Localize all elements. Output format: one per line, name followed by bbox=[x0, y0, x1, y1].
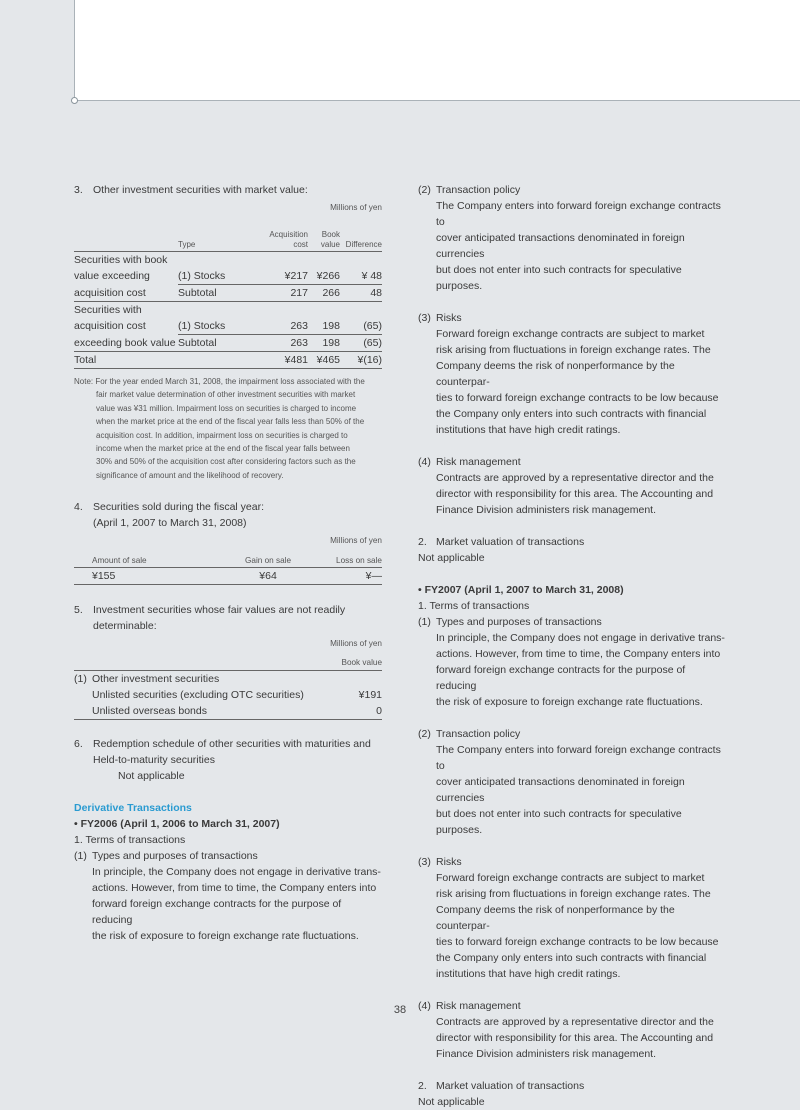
section-6: 6. Redemption schedule of other securities with maturities and Held-to-maturity securities Not applicable bbox=[74, 738, 371, 783]
book-value-table: Book value (1) Other investment securities Unlisted securities (excluding OTC securities) ¥191 Unlisted overseas bonds 0 bbox=[74, 656, 382, 720]
units-label: Millions of yen bbox=[330, 203, 382, 212]
header-panel bbox=[74, 0, 800, 101]
col-type: Type bbox=[178, 240, 196, 249]
fy2007-section: • FY2007 (April 1, 2007 to March 31, 2008) 1. Terms of transactions (1) Types and purposes of transactions In principle, the Company does not engage in derivative trans- actions. However, from time to time, the Company enters into forward foreign exchange contracts for the purpose of reducing the risk of exposure to foreign exchange rate fluctuations. (2) Transaction policy The Company enters into forward foreign exchange contracts to cover anticipated transactions denominated in foreign currencies but does not enter into such contracts for speculative purposes. (3) Risks Forward foreign exchange contracts are subject to market risk arising from fluctuations in foreign exchange rates. The Company deems the risk of nonperformance by the counterpar- ties to forward foreign exchange contracts to be low because the Company only enters into such contracts with financial institutions that have high credit ratings. (4) Risk management Contracts are approved by a representative director and the director with responsibility for this area. The Accounting and Finance Division administers risk management. 2. Market valuation of transactions Not applicable bbox=[418, 584, 725, 1108]
corner-marker bbox=[71, 97, 78, 104]
table-row: value exceeding (1) Stocks ¥217 ¥266 ¥ 48 bbox=[74, 268, 382, 285]
col-difference: Difference bbox=[345, 240, 382, 249]
fy2006-continued: (2) Transaction policy The Company enters into forward foreign exchange contracts to cover anticipated transactions denominated in foreign currencies but does not enter into such contracts for speculative purposes. (3) Risks Forward foreign exchange contracts are subject to market risk arising from fluctuations in foreign exchange rates. The Company deems the risk of nonperformance by the counterpar- ties to forward foreign exchange contracts to be low because the Company only enters into such contracts with financial institutions that have high credit ratings. (4) Risk management Contracts are approved by a representative director and the director with responsibility for this area. The Accounting and Finance Division administers risk management. 2. Market valuation of transactions Not applicable bbox=[418, 184, 721, 564]
table-row: acquisition cost Subtotal 217 266 48 bbox=[74, 285, 382, 302]
derivative-heading: Derivative Transactions bbox=[74, 802, 192, 815]
units-label: Millions of yen bbox=[330, 536, 382, 546]
securities-table bbox=[74, 230, 382, 369]
table-row-total: Total ¥481 ¥465 ¥(16) bbox=[74, 352, 382, 369]
table-row: acquisition cost (1) Stocks 263 198 (65) bbox=[74, 318, 382, 335]
col-acquisition-cost: Acquisition cost bbox=[269, 230, 308, 249]
impairment-note: Note: For the year ended March 31, 2008, the impairment loss associated with the fair market value determination of other investment securities with market value was ¥31 million. Impairment loss on securities is charged to income when the market price at the end of the fiscal year falls less than 50% of the acquisition cost. In addition, impairment loss on securities is charged to income when the market price at the end of the fiscal year falls between 30% and 50% of the acquisition cost after considering factors such as the significance of amount and the likelihood of recovery. bbox=[74, 377, 365, 480]
table-header: Amount of sale Gain on sale Loss on sale bbox=[74, 555, 382, 568]
section-5-title: 5. Investment securities whose fair values are not readily determinable: bbox=[74, 604, 346, 633]
table-row: (1) Other investment securities bbox=[74, 673, 220, 686]
table-row: Unlisted securities (excluding OTC securities) ¥191 bbox=[92, 689, 382, 702]
table-row: Securities with book bbox=[74, 254, 168, 266]
derivative-section: Derivative Transactions • FY2006 (April 1, 2006 to March 31, 2007) 1. Terms of transactions (1) Types and purposes of transactions In principle, the Company does not engage in derivative trans- actions. However, from time to time, the Company enters into forward foreign exchange contracts for the purpose of reducing the risk of exposure to foreign exchange rate fluctuations. bbox=[74, 802, 381, 943]
table-row: Securities with bbox=[74, 304, 142, 316]
table-row: exceeding book value Subtotal 263 198 (65) bbox=[74, 335, 382, 352]
right-column bbox=[418, 182, 728, 1110]
units-label: Millions of yen bbox=[330, 639, 382, 649]
page-number: 38 bbox=[393, 1004, 407, 1016]
securities-sold-table bbox=[74, 555, 382, 585]
section-4-title: 4. Securities sold during the fiscal year: (April 1, 2007 to March 31, 2008) bbox=[74, 501, 264, 530]
col-book-value: Book value bbox=[320, 230, 340, 249]
section-3-title: 3. Other investment securities with market value: bbox=[74, 184, 308, 196]
table-row: ¥155 ¥64 ¥— bbox=[74, 568, 382, 585]
table-row: Unlisted overseas bonds 0 bbox=[74, 703, 382, 720]
left-column bbox=[74, 182, 382, 944]
